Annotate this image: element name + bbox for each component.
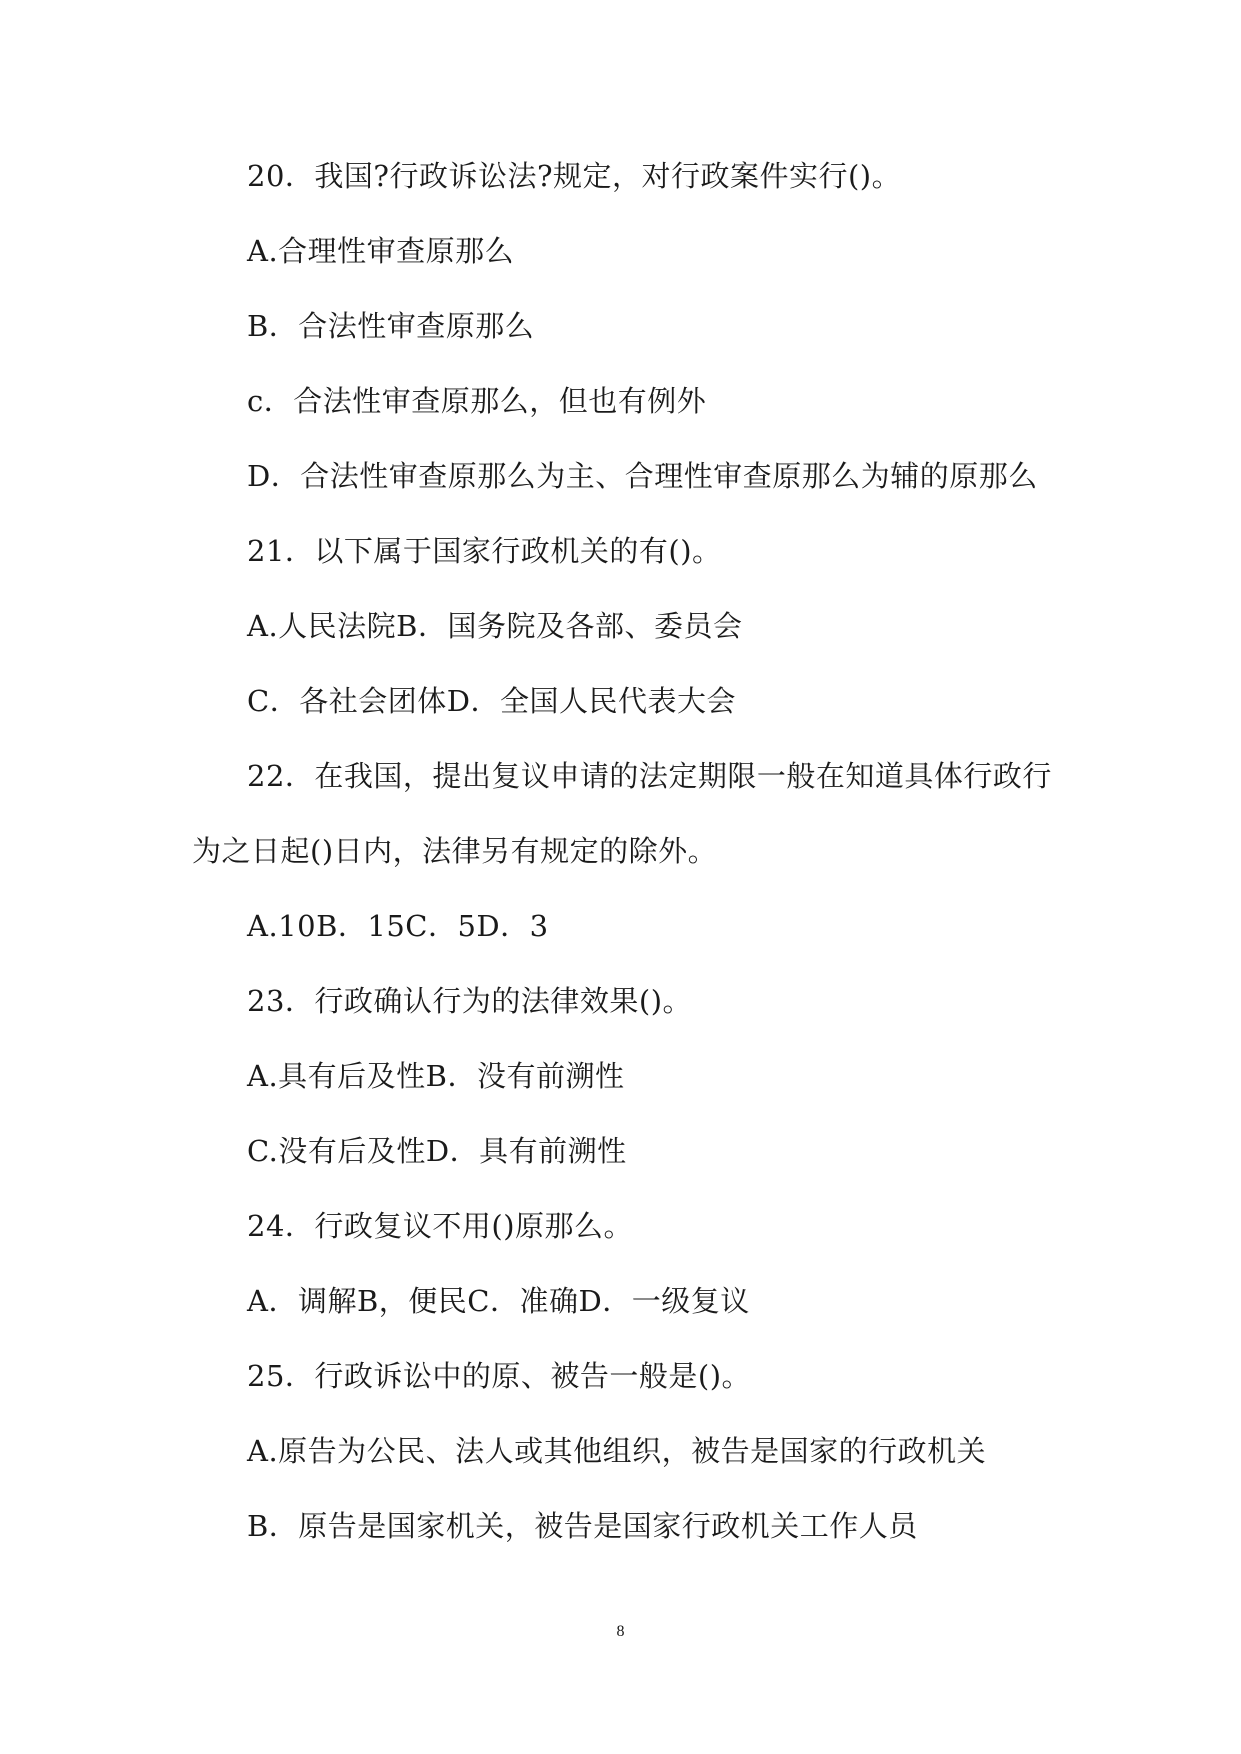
question-22-text-continued: 为之日起()日内，法律另有规定的除外。 xyxy=(192,834,718,868)
question-21-options-cd: C．各社会团体D．全国人民代表大会 xyxy=(247,684,736,718)
question-20-option-c: c．合法性审查原那么，但也有例外 xyxy=(247,384,707,418)
question-21-text: 21．以下属于国家行政机关的有()。 xyxy=(247,534,722,568)
question-21-options-ab: A.人民法院B．国务院及各部、委员会 xyxy=(247,609,743,643)
question-24-text: 24．行政复议不用()原那么。 xyxy=(247,1209,634,1243)
question-24-options: A．调解B，便民C．准确D．一级复议 xyxy=(247,1284,750,1318)
question-20-option-a: A.合理性审查原那么 xyxy=(247,234,515,268)
question-20-option-b: B．合法性审查原那么 xyxy=(247,309,535,343)
question-20-text: 20．我国?行政诉讼法?规定，对行政案件实行()。 xyxy=(247,159,902,193)
page-number: 8 xyxy=(616,1623,625,1640)
question-25-text: 25．行政诉讼中的原、被告一般是()。 xyxy=(247,1359,752,1393)
question-22-options: A.10B．15C．5D．3 xyxy=(247,909,549,943)
question-25-option-a: A.原告为公民、法人或其他组织，被告是国家的行政机关 xyxy=(247,1434,987,1468)
question-25-option-b: B．原告是国家机关，被告是国家行政机关工作人员 xyxy=(247,1509,918,1543)
question-22-text: 22．在我国，提出复议申请的法定期限一般在知道具体行政行 xyxy=(247,759,1052,793)
question-23-text: 23．行政确认行为的法律效果()。 xyxy=(247,984,693,1018)
question-20-option-d: D．合法性审查原那么为主、合理性审查原那么为辅的原那么 xyxy=(247,459,1038,493)
question-23-options-cd: C.没有后及性D．具有前溯性 xyxy=(247,1134,627,1168)
question-23-options-ab: A.具有后及性B．没有前溯性 xyxy=(247,1059,625,1093)
